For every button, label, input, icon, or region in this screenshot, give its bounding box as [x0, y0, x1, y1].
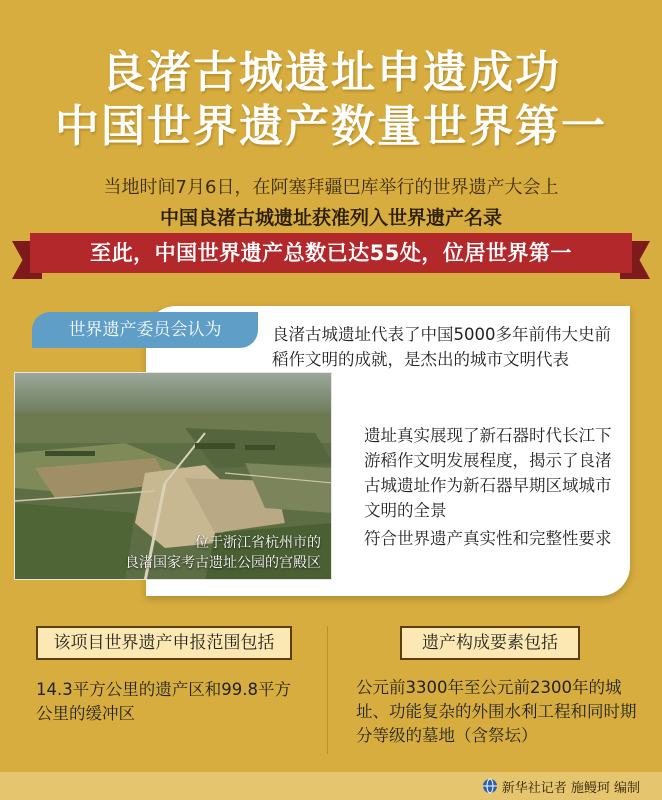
site-aerial-photo — [14, 372, 332, 580]
photo-caption-line-1: 位于浙江省杭州市的 — [195, 535, 321, 551]
credit-text: 新华社记者 施鳗珂 编制 — [501, 780, 640, 796]
elements-text: 公元前3300年至公元前2300年的城址、功能复杂的外围水利工程和同时期分等级的墓地（含祭坛） — [356, 678, 637, 745]
main-title-line-1: 良渚古城遗址申遗成功 — [101, 47, 561, 98]
footer-credit — [482, 776, 640, 796]
elements-label: 遗产构成要素包括 — [400, 626, 580, 660]
committee-point-2: 遗址真实展现了新石器时代长江下游稻作文明发展程度，揭示了良渚古城遗址作为新石器早期区域城市文明的全景 — [364, 426, 612, 520]
intro-line-1: 当地时间7月6日，在阿塞拜疆巴库举行的世界遗产大会上 — [103, 177, 559, 198]
photo-caption-line-2: 良渚国家考古遗址公园的宫殿区 — [125, 555, 321, 571]
xinhua-globe-icon — [482, 778, 498, 794]
scope-text: 14.3平方公里的遗产区和99.8平方公里的缓冲区 — [36, 680, 291, 723]
photo-caption — [125, 533, 321, 573]
committee-point-3: 符合世界遗产真实性和完整性要求 — [364, 529, 612, 548]
intro-line-2: 中国良渚古城遗址获准列入世界遗产名录 — [159, 207, 502, 229]
committee-point-1: 良渚古城遗址代表了中国5000多年前伟大史前稻作文明的成就，是杰出的城市文明代表 — [272, 325, 611, 369]
ribbon-text: 至此，中国世界遗产总数已达55处，位居世界第一 — [30, 233, 632, 273]
scope-label: 该项目世界遗产申报范围包括 — [36, 626, 292, 660]
committee-label: 世界遗产委员会认为 — [32, 312, 258, 348]
section-divider — [327, 626, 328, 754]
main-title-line-2: 中国世界遗产数量世界第一 — [55, 101, 607, 152]
headline-ribbon — [22, 233, 640, 279]
